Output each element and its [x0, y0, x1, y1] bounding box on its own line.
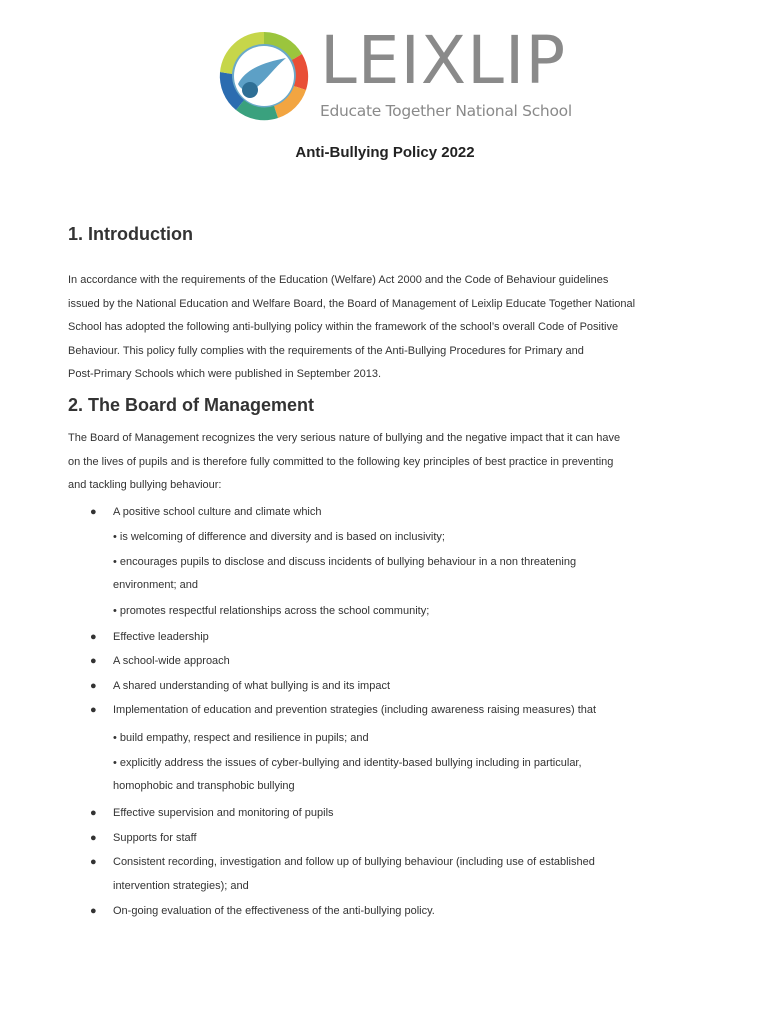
paragraph-line: Behaviour. This policy fully complies with the requirements of the Anti-Bullying Procedures for Primary and	[68, 344, 584, 357]
paragraph-line: School has adopted the following anti-bullying policy within the framework of the school’s overall Code of Positive	[68, 321, 619, 333]
bullet-icon: ●	[90, 704, 97, 716]
document-title: Anti-Bullying Policy 2022	[295, 144, 475, 161]
logo-subtitle: Educate Together National School	[320, 102, 572, 120]
logo-emblem-icon	[216, 28, 312, 124]
sub-item-continuation: environment; and	[113, 579, 198, 591]
list-item-text: Supports for staff	[113, 832, 197, 844]
bullet-icon: ●	[90, 832, 97, 844]
sub-item: • build empathy, respect and resilience in pupils; and	[113, 732, 369, 744]
bullet-icon: ●	[90, 807, 97, 819]
list-item-text: A positive school culture and climate which	[113, 506, 322, 518]
sub-item: • promotes respectful relationships across the school community;	[113, 605, 430, 617]
list-item-text: A shared understanding of what bullying is and its impact	[113, 680, 390, 692]
list-item-text: On-going evaluation of the effectiveness of the anti-bullying policy.	[113, 905, 435, 917]
bullet-icon: ●	[90, 631, 97, 643]
board-paragraph	[68, 427, 708, 498]
sub-item-continuation: homophobic and transphobic bullying	[113, 780, 295, 792]
list-item-text: Consistent recording, investigation and follow up of bullying behaviour (including use of established	[113, 856, 595, 868]
section-heading-board: 2. The Board of Management	[68, 395, 315, 415]
bullet-icon: ●	[90, 506, 97, 518]
list-item-text: Implementation of education and prevention strategies (including awareness raising measures) that	[113, 704, 597, 716]
paragraph-line: The Board of Management recognizes the very serious nature of bullying and the negative impact that it can have	[68, 432, 621, 444]
school-logo	[216, 22, 572, 126]
paragraph-line: Post-Primary Schools which were published in September 2013.	[68, 368, 382, 380]
paragraph-line: In accordance with the requirements of the Education (Welfare) Act 2000 and the Code of Behaviour guidelines	[68, 274, 609, 286]
bullet-icon: ●	[90, 655, 97, 667]
introduction-paragraph	[68, 269, 708, 387]
list-item-text: Effective supervision and monitoring of pupils	[113, 807, 334, 819]
list-item-continuation: intervention strategies); and	[113, 880, 249, 892]
sub-item: • explicitly address the issues of cyber-bullying and identity-based bullying including in particular,	[113, 757, 582, 769]
logo-wordmark: LEIXLIP	[320, 22, 567, 99]
list-item-text: Effective leadership	[113, 631, 209, 643]
section-heading-introduction: 1. Introduction	[68, 224, 193, 244]
sub-item: • encourages pupils to disclose and discuss incidents of bullying behaviour in a non threatening	[113, 556, 577, 568]
list-item-text: A school-wide approach	[113, 655, 230, 667]
paragraph-line: and tackling bullying behaviour:	[68, 479, 222, 491]
bullet-icon: ●	[90, 905, 97, 917]
paragraph-line: issued by the National Education and Welfare Board, the Board of Management of Leixlip Educate Together National	[68, 297, 636, 310]
bullet-icon: ●	[90, 680, 97, 692]
paragraph-line: on the lives of pupils and is therefore fully committed to the following key principles of best practice in preventing	[68, 455, 614, 468]
bullet-icon: ●	[90, 856, 97, 868]
sub-item: • is welcoming of difference and diversity and is based on inclusivity;	[113, 531, 445, 543]
